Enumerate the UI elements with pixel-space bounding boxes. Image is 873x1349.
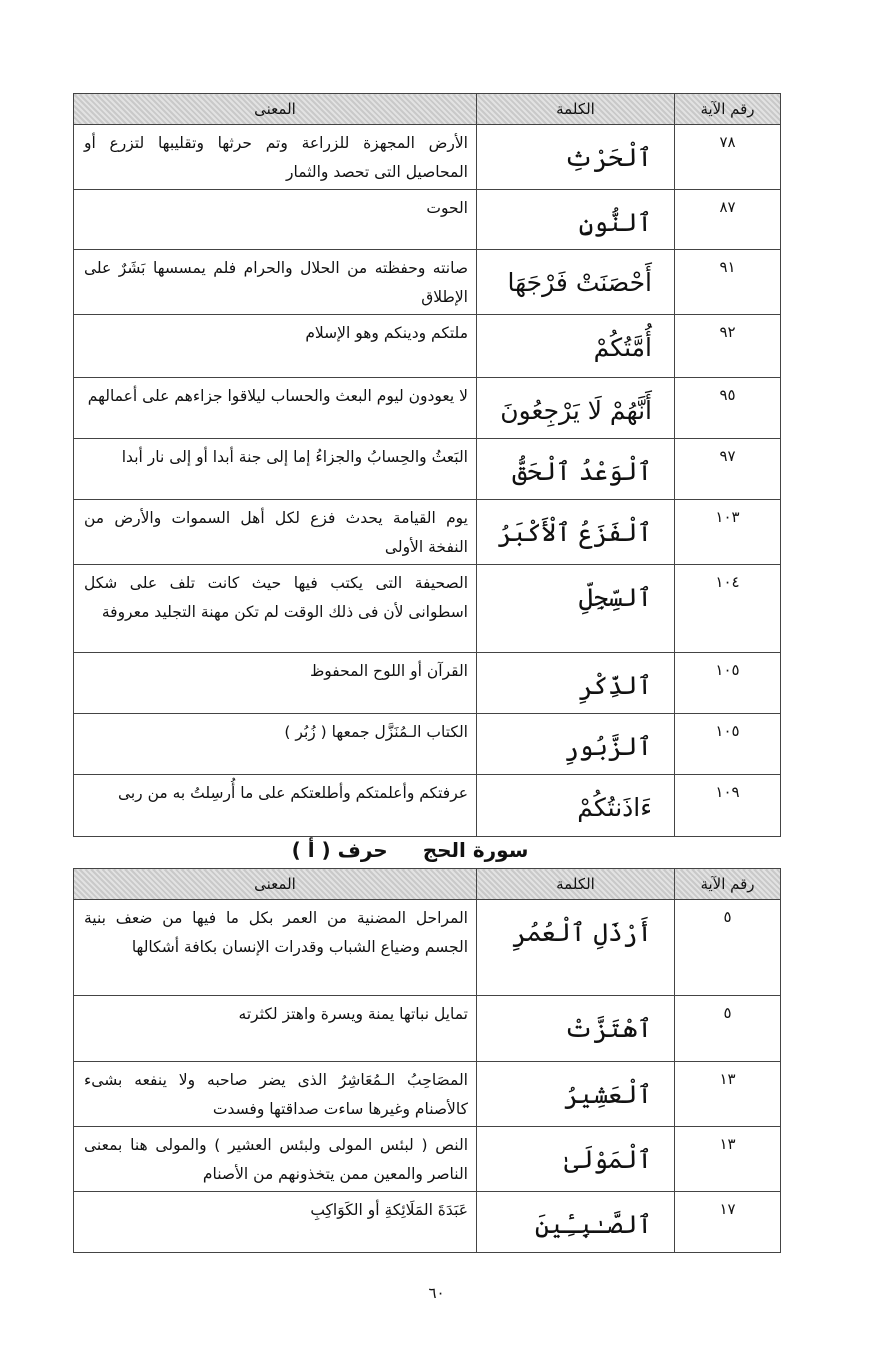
header-meaning: المعنى bbox=[74, 94, 477, 125]
table-row bbox=[74, 190, 781, 250]
verse-number: ٧٨ bbox=[675, 125, 781, 190]
letter-label: حرف ( أ ) bbox=[291, 838, 388, 862]
header-verse-number: رقم الآية bbox=[675, 94, 781, 125]
quran-word: ٱلْفَزَعُ ٱلْأَكْبَرُ bbox=[477, 500, 675, 565]
quran-word: ٱلْوَعْدُ ٱلْحَقُّ bbox=[477, 439, 675, 500]
table-row bbox=[74, 775, 781, 837]
word-meaning: عرفتكم وأعلمتكم وأطلعتكم على ما أُرسِلتُ به من ربى bbox=[74, 775, 477, 837]
verse-number: ١٠٥ bbox=[675, 714, 781, 775]
word-meaning: لا يعودون ليوم البعث والحساب ليلاقوا جزاءهم على أعمالهم bbox=[74, 378, 477, 439]
header-word: الكلمة bbox=[477, 94, 675, 125]
verse-number: ١٠٣ bbox=[675, 500, 781, 565]
table-row bbox=[74, 315, 781, 378]
verse-number: ١٣ bbox=[675, 1127, 781, 1192]
verse-number: ٨٧ bbox=[675, 190, 781, 250]
table-row bbox=[74, 1192, 781, 1253]
table-row bbox=[74, 250, 781, 315]
surah-name: سورة الحج bbox=[422, 838, 529, 862]
word-meaning: المصَاحِبُ الـمُعَاشِرُ الذى يضر صاحبه ولا ينفعه بشىء كالأصنام وغيرها ساءت صداقتها وفسدت bbox=[74, 1062, 477, 1127]
table-header bbox=[74, 94, 781, 125]
header-meaning: المعنى bbox=[74, 869, 477, 900]
page-number: ٦٠ bbox=[428, 1284, 445, 1302]
quran-word: أُمَّتُكُمْ bbox=[477, 315, 675, 378]
table-row bbox=[74, 653, 781, 714]
word-meaning: الأرض المجهزة للزراعة وتم حرثها وتقليبها لتزرع أو المحاصيل التى تحصد والثمار bbox=[74, 125, 477, 190]
quran-word: ءَاذَنتُكُمْ bbox=[477, 775, 675, 837]
word-meaning: النص ( لبئس المولى ولبئس العشير ) والمولى هنا بمعنى الناصر والمعين ممن يتخذونهم من الأصنام bbox=[74, 1127, 477, 1192]
table-row bbox=[74, 1127, 781, 1192]
verse-number: ٩٧ bbox=[675, 439, 781, 500]
word-meaning: عَبَدَةَ المَلَائِكةِ أو الكَوَاكِبِ bbox=[74, 1192, 477, 1253]
table-row bbox=[74, 125, 781, 190]
verse-number: ٩٥ bbox=[675, 378, 781, 439]
table-row bbox=[74, 1062, 781, 1127]
quran-word: ٱلذِّكْرِ bbox=[477, 653, 675, 714]
quran-word: ٱلْعَشِيرُ bbox=[477, 1062, 675, 1127]
quran-word: أَحْصَنَتْ فَرْجَهَا bbox=[477, 250, 675, 315]
table-header bbox=[74, 869, 781, 900]
table-row bbox=[74, 565, 781, 653]
verse-number: ١٣ bbox=[675, 1062, 781, 1127]
verse-number: ٩٢ bbox=[675, 315, 781, 378]
verse-number: ١٧ bbox=[675, 1192, 781, 1253]
table-row bbox=[74, 378, 781, 439]
word-meaning: المراحل المضنية من العمر بكل ما فيها من ضعف بنية الجسم وضياع الشباب وقدرات الإنسان بكافة أشكالها bbox=[74, 900, 477, 996]
word-meaning: ملتكم ودينكم وهو الإسلام bbox=[74, 315, 477, 378]
word-meaning: الكتاب الـمُنَزَّل جمعها ( زُبُر ) bbox=[74, 714, 477, 775]
word-meaning: الصحيفة التى يكتب فيها حيث كانت تلف على شكل اسطوانى لأن فى ذلك الوقت لم تكن مهنة التجليد معروفة bbox=[74, 565, 477, 653]
verse-number: ١٠٩ bbox=[675, 775, 781, 837]
word-meaning: صانته وحفظته من الحلال والحرام فلم يمسسها بَشَرٌ على الإطلاق bbox=[74, 250, 477, 315]
header-verse-number: رقم الآية bbox=[675, 869, 781, 900]
table-row bbox=[74, 714, 781, 775]
word-meaning: تمايل نباتها يمنة ويسرة واهتز لكثرته bbox=[74, 996, 477, 1062]
quran-word: ٱلزَّبُورِ bbox=[477, 714, 675, 775]
verse-number: ٥ bbox=[675, 996, 781, 1062]
word-meaning: البَعثُ والحِسابُ والجزاءُ إما إلى جنة أبدا أو إلى نار أبدا bbox=[74, 439, 477, 500]
word-meaning: يوم القيامة يحدث فزع لكل أهل السموات والأرض من النفخة الأولى bbox=[74, 500, 477, 565]
quran-word: ٱهْتَزَّتْ bbox=[477, 996, 675, 1062]
quran-word: ٱلصَّـٰبِـِٔينَ bbox=[477, 1192, 675, 1253]
quran-word: ٱلْحَرْثِ bbox=[477, 125, 675, 190]
word-meaning: الحوت bbox=[74, 190, 477, 250]
verse-number: ١٠٤ bbox=[675, 565, 781, 653]
quran-word: أَنَّهُمْ لَا يَرْجِعُونَ bbox=[477, 378, 675, 439]
vocab-table-2 bbox=[73, 868, 781, 1253]
table-row bbox=[74, 500, 781, 565]
vocab-table-1 bbox=[73, 93, 781, 837]
verse-number: ٥ bbox=[675, 900, 781, 996]
word-meaning: القرآن أو اللوح المحفوظ bbox=[74, 653, 477, 714]
table-row bbox=[74, 996, 781, 1062]
quran-word: ٱلنُّونِ bbox=[477, 190, 675, 250]
table-row bbox=[74, 900, 781, 996]
section-title bbox=[250, 838, 570, 862]
quran-word: أَرْذَلِ ٱلْعُمُرِ bbox=[477, 900, 675, 996]
quran-word: ٱلسِّجِلِّ bbox=[477, 565, 675, 653]
table-row bbox=[74, 439, 781, 500]
header-word: الكلمة bbox=[477, 869, 675, 900]
verse-number: ٩١ bbox=[675, 250, 781, 315]
quran-word: ٱلْمَوْلَىٰ bbox=[477, 1127, 675, 1192]
verse-number: ١٠٥ bbox=[675, 653, 781, 714]
